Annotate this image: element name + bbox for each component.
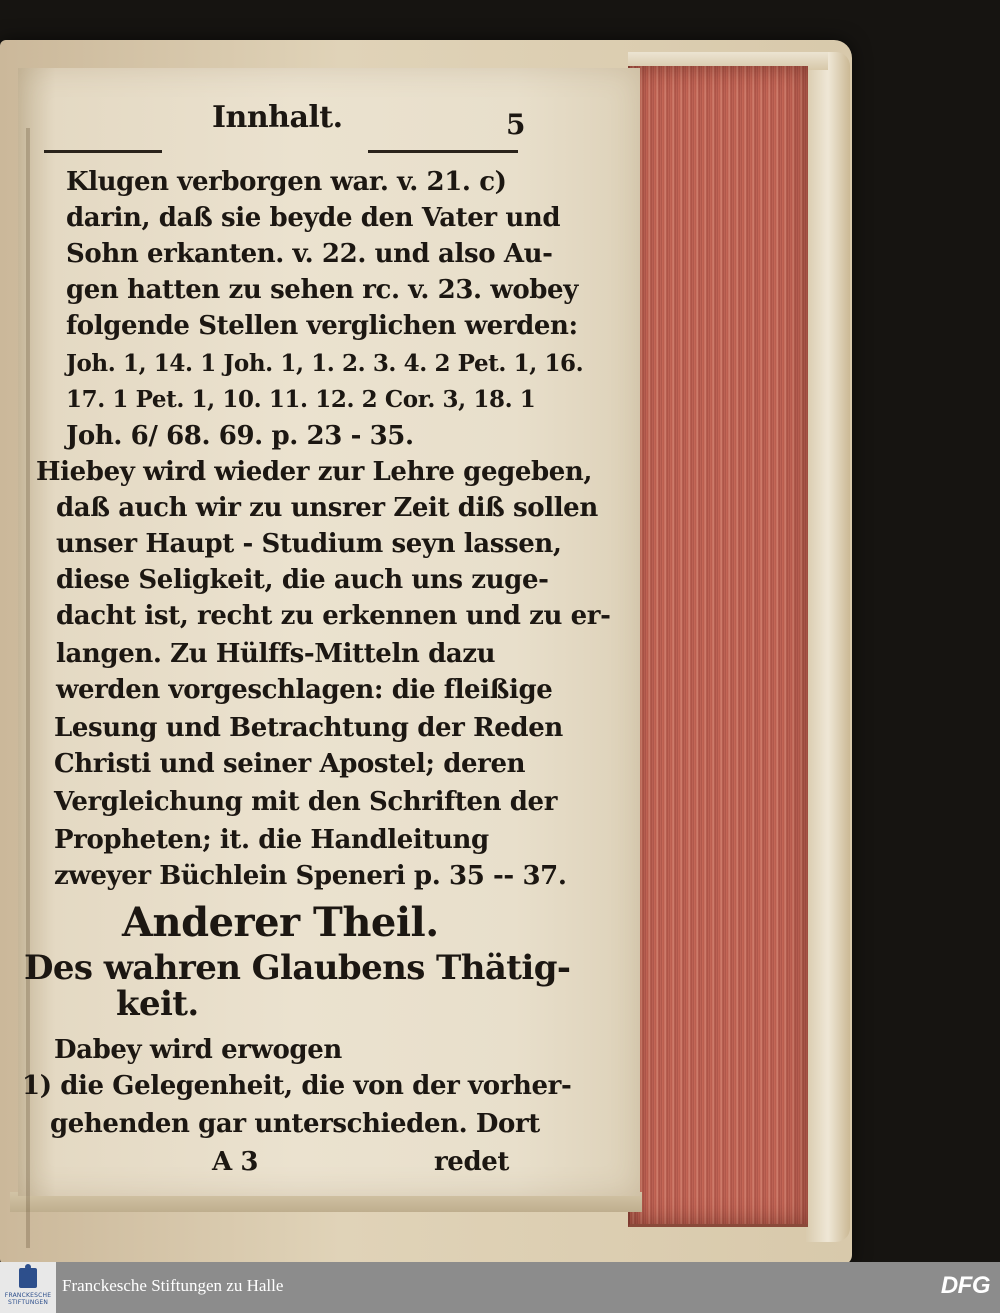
text-line: langen. Zu Hülffs-Mitteln dazu [56,639,496,669]
logo-caption: FRANCKESCHE STIFTUNGEN [4,1292,52,1306]
viewer-footer [0,1262,1000,1313]
text-line: gen hatten zu sehen rc. v. 23. wobey [66,275,578,305]
text-line: gehenden gar unterschieden. Dort [50,1109,540,1139]
book-cover-edge [806,52,850,1242]
catchword: redet [434,1147,509,1177]
dfg-logo[interactable]: DFG [940,1272,990,1299]
page-number: 5 [506,108,526,141]
text-line: zweyer Büchlein Speneri p. 35 -- 37. [54,861,567,891]
red-page-edges [628,66,808,1227]
text-line: Lesung und Betrachtung der Reden [54,713,563,743]
foundation-emblem-icon [19,1268,37,1288]
text-line: 17. 1 Pet. 1, 10. 11. 12. 2 Cor. 3, 18. 1 [66,386,536,413]
text-line: Dabey wird erwogen [54,1035,342,1065]
text-line: diese Seligkeit, die auch uns zuge- [56,565,549,595]
signature-mark: A 3 [212,1147,259,1177]
head-rule-left [44,150,162,153]
text-line: dacht ist, recht zu erkennen und zu er- [56,601,611,631]
institution-name[interactable]: Franckesche Stiftungen zu Halle [62,1276,284,1295]
section-subheading: keit. [116,984,199,1024]
text-line: 1) die Gelegenheit, die von der vorher- [22,1071,572,1101]
text-line: Christi und seiner Apostel; deren [54,749,526,779]
text-line: Klugen verborgen war. v. 21. c) [66,167,507,197]
text-line: werden vorgeschlagen: die fleißige [56,675,553,705]
text-line: darin, daß sie beyde den Vater und [66,203,561,233]
institution-logo[interactable] [0,1262,56,1313]
text-line: Propheten; it. die Handleitung [54,825,489,855]
text-line: Joh. 1, 14. 1 Joh. 1, 1. 2. 3. 4. 2 Pet. 1, 16. [66,350,584,377]
text-line: Vergleichung mit den Schriften der [54,787,557,817]
text-line: Sohn erkanten. v. 22. und also Au- [66,239,553,269]
head-rule-right [368,150,518,153]
text-line: unser Haupt - Studium seyn lassen, [56,529,562,559]
running-head: Innhalt. [212,100,343,135]
text-line: daß auch wir zu unsrer Zeit diß sollen [56,493,598,523]
text-line: folgende Stellen verglichen werden: [66,311,578,341]
text-line: Hiebey wird wieder zur Lehre gegeben, [36,457,593,487]
section-subheading: Des wahren Glaubens Thätig- [24,948,571,988]
text-line: Joh. 6/ 68. 69. p. 23 - 35. [66,421,414,451]
section-heading: Anderer Theil. [122,899,439,946]
